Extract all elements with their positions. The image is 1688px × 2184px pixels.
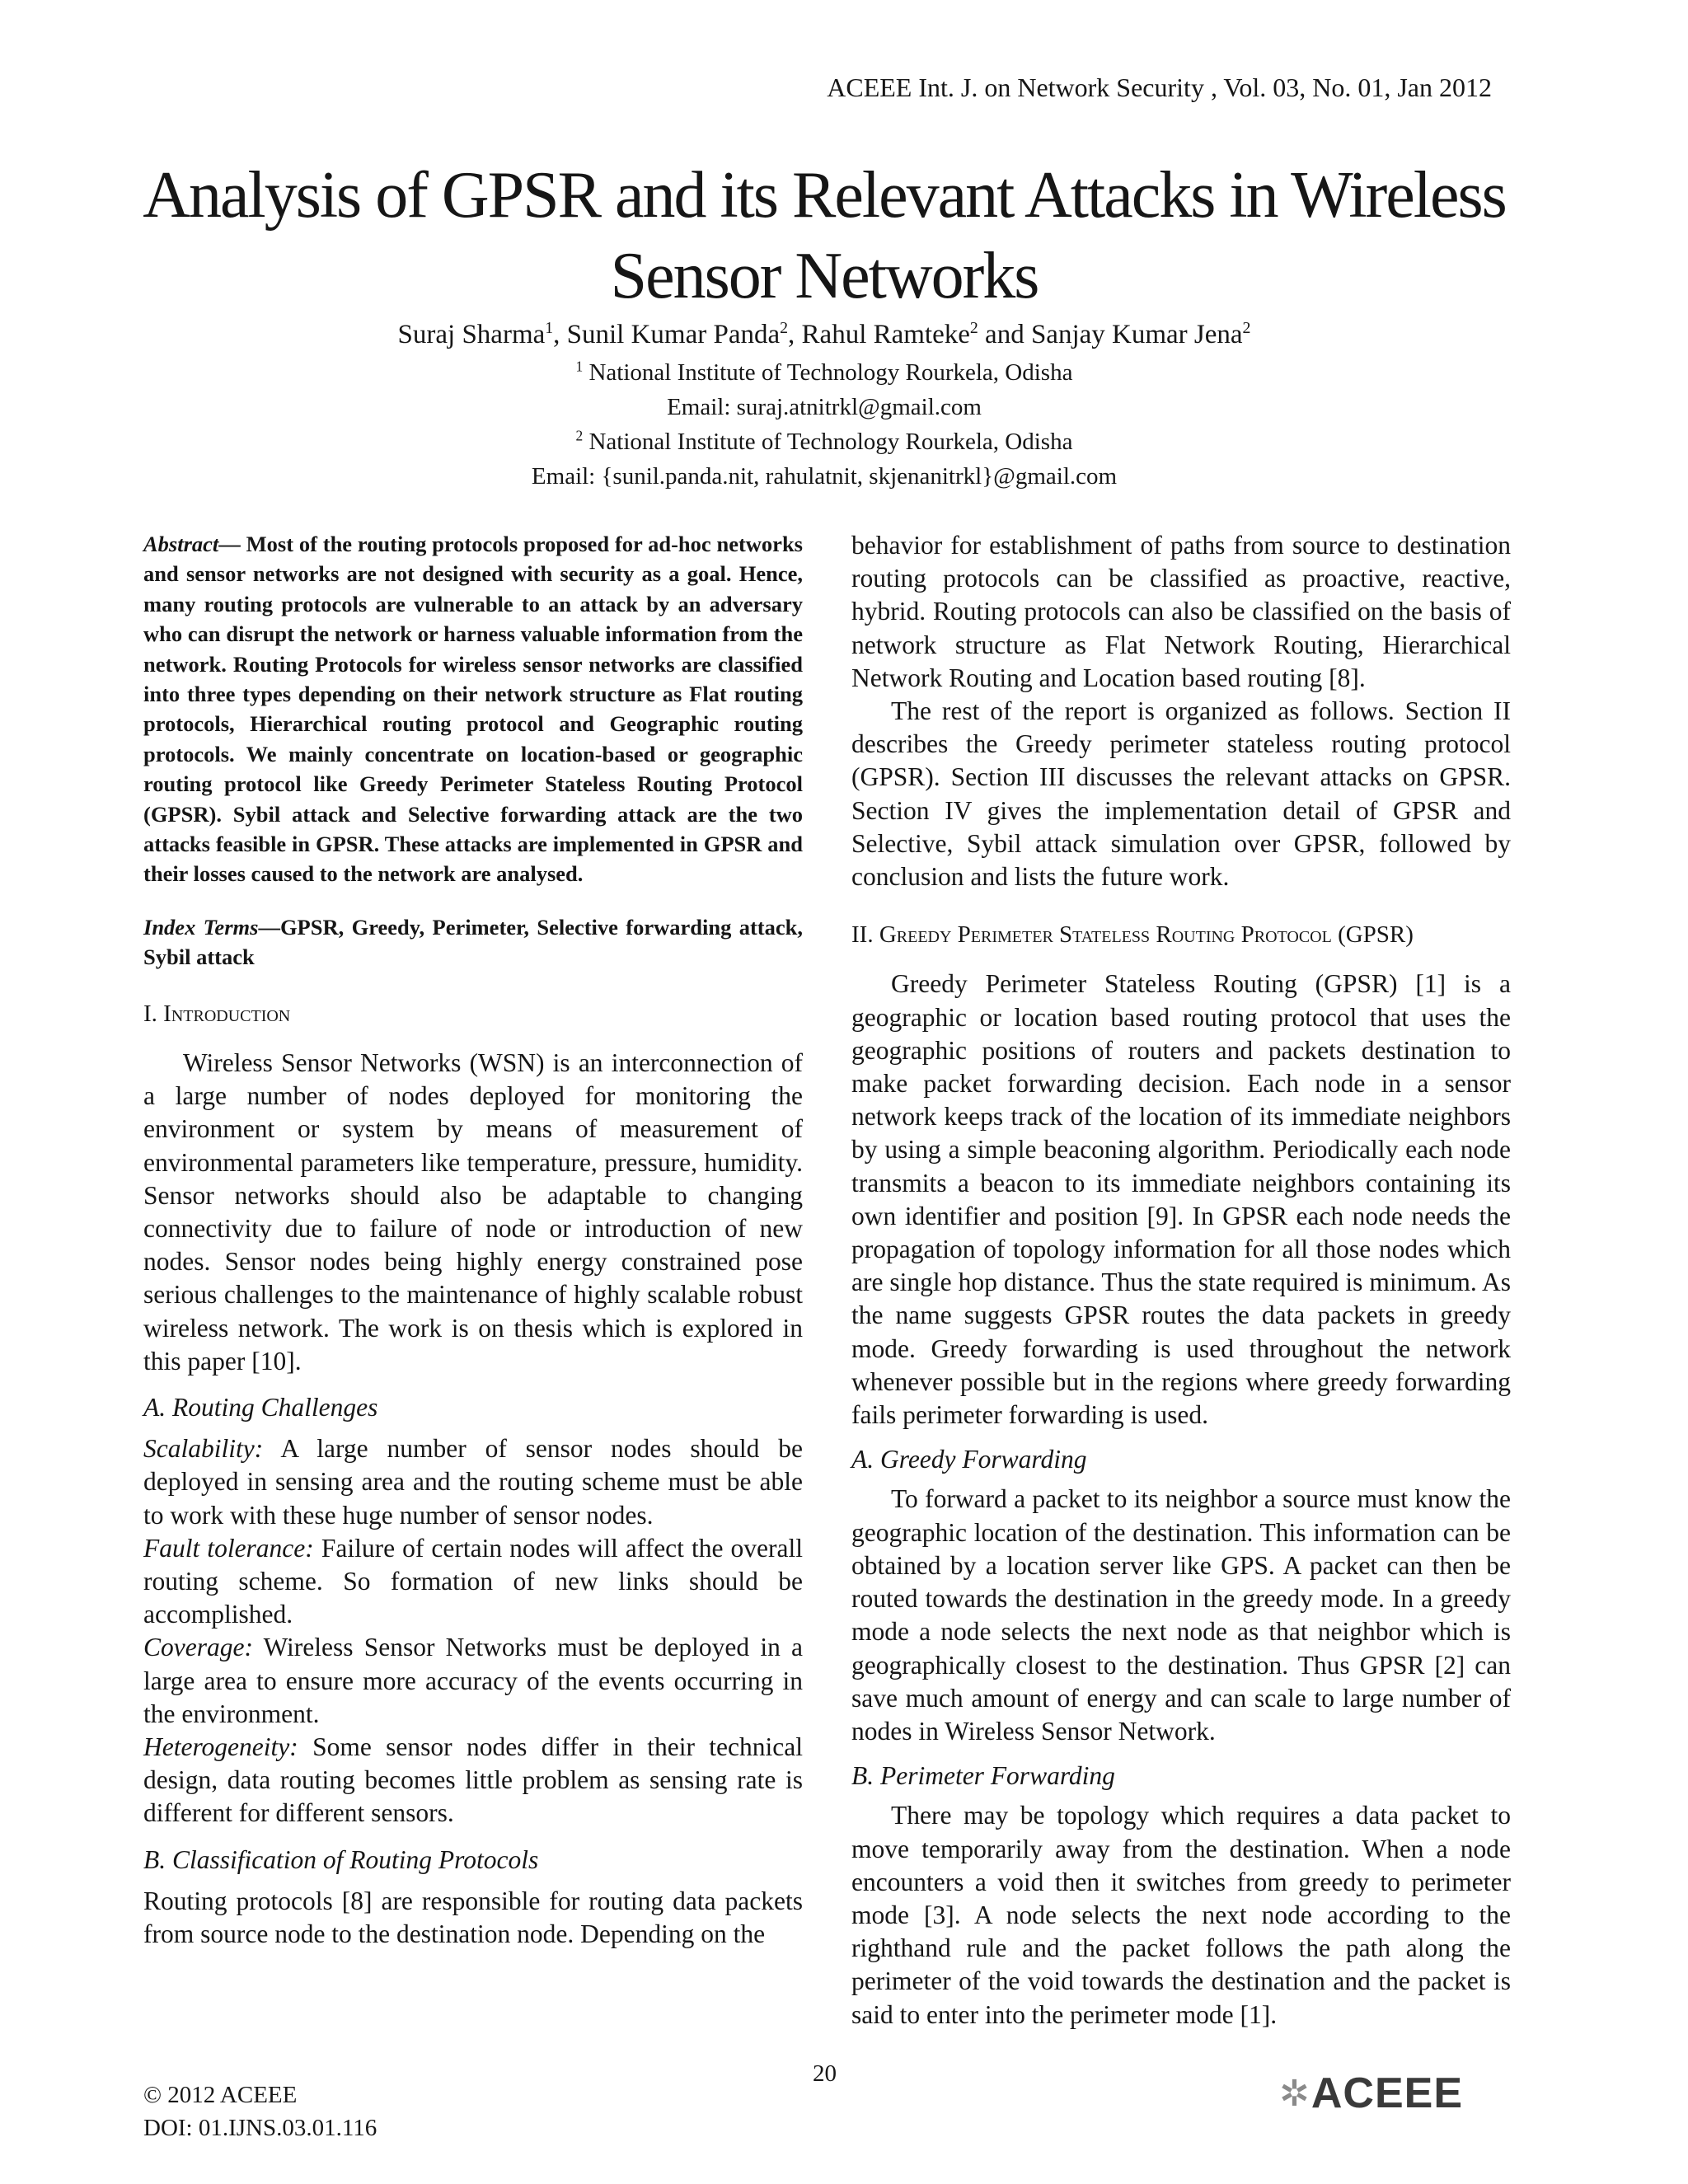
classification-paragraph: Routing protocols [8] are responsible for routing data packets from source node to the destination node. Depending on the bbox=[143, 1886, 803, 1948]
affiliation-2 bbox=[0, 425, 1648, 458]
footer-left bbox=[143, 2079, 377, 2144]
affiliation-1-email: Email: suraj.atnitrkl@gmail.com bbox=[667, 394, 982, 420]
gpsr-paragraph: Greedy Perimeter Stateless Routing (GPSR) [1] is a geographic or location based routing protocol that uses the geographic positions of routers and packets destination to make packet forwarding decision. Each node in a sensor network keeps track of the location of its immediate neighbors by using a simple beaconing algorithm. Periodically each node transmits a beacon to its immediate neighbors containing its own identifier and position [9]. In GPSR each node needs the propagation of topology information for all those nodes which are single hop distance. Thus the state required is minimum. As the name suggests GPSR routes the data packets in greedy mode. Greedy forwarding is used throughout the network whenever possible but in the regions where greedy forwarding fails perimeter forwarding is used. bbox=[851, 969, 1511, 1430]
term-heterogeneity: Heterogeneity: bbox=[143, 1732, 298, 1761]
term-coverage: Coverage: bbox=[143, 1633, 253, 1662]
paper-title bbox=[124, 155, 1525, 316]
scalability-text: A large number of sensor nodes should be deployed in sensing area and the routing scheme must be able to work with these huge number of sensor nodes. bbox=[143, 1434, 803, 1530]
fault-tolerance-text: Failure of certain nodes will affect the overall routing scheme. So formation of new links should be accomplished. bbox=[143, 1533, 803, 1629]
section-heading-gpsr-text: II. Greedy Perimeter Stateless Routing Protocol bbox=[851, 921, 1332, 949]
report-outline-paragraph: The rest of the report is organized as follows. Section II describes the Greedy perimeter stateless routing protocol (GPSR). Section III discusses the relevant attacks on GPSR. Section IV gives the implementation detail of GPSR and Selective, Sybil attack simulation over GPSR, followed by conclusion and lists the future work. bbox=[851, 696, 1511, 892]
affiliation-name: National Institute of Technology Rourkela, Odisha bbox=[583, 429, 1073, 455]
abstract-label: Abstract bbox=[143, 532, 219, 556]
index-terms bbox=[143, 912, 803, 972]
heterogeneity-text: Some sensor nodes differ in their technical design, data routing becomes little problem as sensing rate is different for different sensors. bbox=[143, 1732, 803, 1828]
author-name: Suraj Sharma bbox=[397, 320, 546, 349]
affiliation-2-email: Email: {sunil.panda.nit, rahulatnit, skjenanitrkl}@gmail.com bbox=[531, 463, 1118, 490]
author-affiliation-mark: 2 bbox=[969, 319, 978, 337]
affiliation-1 bbox=[0, 356, 1648, 389]
author-name: , Rahul Ramteke bbox=[788, 320, 970, 349]
section-heading-gpsr bbox=[851, 918, 1511, 951]
subsection-heading-perimeter-forwarding: B. Perimeter Forwarding bbox=[851, 1761, 1115, 1791]
section-heading-introduction: I. Introduction bbox=[143, 1000, 291, 1027]
author-name: and Sanjay Kumar Jena bbox=[978, 320, 1243, 349]
section-heading-gpsr-acronym: (GPSR) bbox=[1331, 921, 1414, 949]
title-line-1: Analysis of GPSR and its Relevant Attacks in Wireless bbox=[143, 159, 1506, 232]
author-affiliation-mark: 2 bbox=[1242, 319, 1251, 337]
page-number: 20 bbox=[813, 2060, 837, 2087]
coverage-paragraph bbox=[143, 1631, 803, 1731]
abstract-text: — Most of the routing protocols proposed for ad-hoc networks and sensor networks are not designed with security as a goal. Hence, many routing protocols are vulnerable to an attack by an adversary who can disrupt the network or harness valuable information from the network. Routing Protocols for wireless sensor networks are classified into three types depending on their network structure as Flat routing protocols, Hierarchical routing protocol and Geographic routing protocols. We mainly concentrate on location-based or geographic routing protocol like Greedy Perimeter Stateless Routing Protocol (GPSR). Sybil attack and Selective forwarding attack are the two attacks feasible in GPSR. These attacks are implemented in GPSR and their losses caused to the network are analysed. bbox=[143, 532, 803, 887]
coverage-text: Wireless Sensor Networks must be deployed in a large area to ensure more accuracy of the events occurring in the environment. bbox=[143, 1633, 803, 1728]
author-affiliation-mark: 2 bbox=[780, 319, 789, 337]
journal-header: ACEEE Int. J. on Network Security , Vol. 03, No. 01, Jan 2012 bbox=[827, 73, 1492, 102]
star-icon: ✲ bbox=[1279, 2073, 1310, 2114]
logo-text: ACEEE bbox=[1311, 2069, 1464, 2117]
affiliation-name: National Institute of Technology Rourkela, Odisha bbox=[583, 359, 1073, 386]
affiliation-mark: 1 bbox=[575, 358, 584, 375]
aceee-logo bbox=[1279, 2069, 1463, 2118]
intro-paragraph: Wireless Sensor Networks (WSN) is an interconnection of a large number of nodes deployed for monitoring the environment or system by means of measurement of environmental parameters like temperature, pressure, humidity. Sensor networks should also be adaptable to changing connectivity due to failure of node or introduction of new nodes. Sensor nodes being highly energy constrained pose serious challenges to the maintenance of highly scalable robust wireless network. The work is on thesis which is explored in this paper [10]. bbox=[143, 1047, 803, 1376]
index-terms-label: Index Terms bbox=[143, 914, 259, 940]
term-fault-tolerance: Fault tolerance: bbox=[143, 1533, 314, 1563]
term-scalability: Scalability: bbox=[143, 1434, 264, 1464]
author-list bbox=[0, 316, 1648, 353]
title-line-2: Sensor Networks bbox=[610, 240, 1039, 312]
author-name: , Sunil Kumar Panda bbox=[553, 320, 781, 349]
copyright: © 2012 ACEEE bbox=[143, 2082, 298, 2108]
fault-tolerance-paragraph bbox=[143, 1532, 803, 1632]
subsection-heading-classification: B. Classification of Routing Protocols bbox=[143, 1844, 539, 1874]
index-terms-text: —GPSR, Greedy, Perimeter, Selective forwarding attack, Sybil attack bbox=[143, 914, 803, 970]
greedy-forwarding-paragraph: To forward a packet to its neighbor a source must know the geographic location of the destination. This information can be obtained by a location server like GPS. A packet can then be routed towards the destination in the greedy mode. In a greedy mode a node selects the next node as that neighbor which is geographically closest to the destination. Thus GPSR [2] can save much amount of energy and can scale to large number of nodes in Wireless Sensor Network. bbox=[851, 1484, 1511, 1746]
right-column bbox=[851, 529, 1511, 2032]
author-affiliation-mark: 1 bbox=[545, 319, 554, 337]
perimeter-forwarding-paragraph: There may be topology which requires a data packet to move temporarily away from the destination. When a node encounters a void then it switches from greedy to perimeter mode [3]. A node selects the next node according to the righthand rule and the packet follows the path along the perimeter of the void towards the destination and the packet is said to enter into the perimeter mode [1]. bbox=[851, 1801, 1511, 2029]
doi: DOI: 01.IJNS.03.01.116 bbox=[143, 2115, 377, 2141]
subsection-heading-routing-challenges: A. Routing Challenges bbox=[143, 1392, 378, 1422]
scalability-paragraph bbox=[143, 1432, 803, 1532]
left-column bbox=[143, 529, 803, 1951]
abstract bbox=[143, 529, 803, 889]
classification-continued-paragraph: behavior for establishment of paths from source to destination routing protocols can be classified as proactive, reactive, hybrid. Routing protocols can also be classified on the basis of network structure as Flat Network Routing, Hierarchical Network Routing and Location based routing [8]. bbox=[851, 531, 1511, 692]
subsection-heading-greedy-forwarding: A. Greedy Forwarding bbox=[851, 1445, 1087, 1474]
affiliation-mark: 2 bbox=[575, 427, 584, 444]
heterogeneity-paragraph bbox=[143, 1731, 803, 1830]
